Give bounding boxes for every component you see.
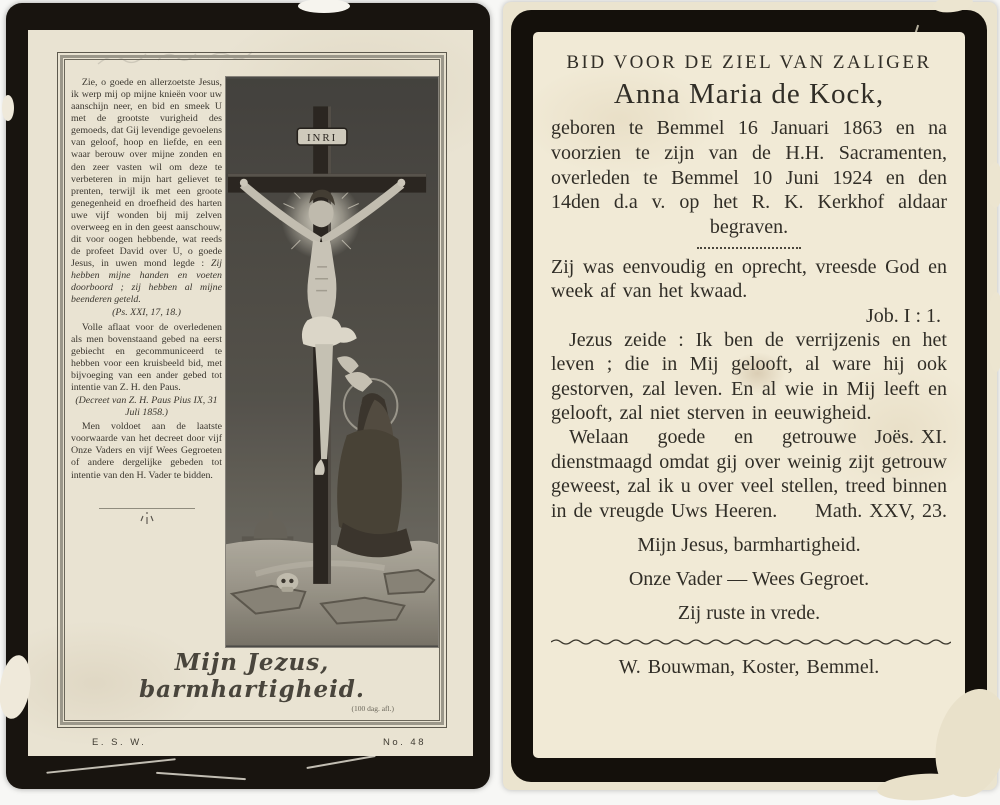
caption-block [58,649,446,713]
publisher-initials: E. S. W. [92,737,147,748]
crack-mark [156,772,246,780]
condition-paragraph: Men voldoet aan de laatste voorwaarde van het decreet door vijf Onze Vaders en vijf Wees Gegroeten of andere dergelijke gebeden tot intentie van den H. Vader te bidden. [71,421,222,481]
crack-mark [306,755,375,769]
indulgence-note: (100 dag. afl.) [351,704,394,713]
crucifixion-engraving [225,76,439,648]
column-divider [99,508,195,529]
prayers-line: Onze Vader — Wees Gegroet. [628,567,870,590]
dotted-divider [697,247,801,249]
biography-paragraph: geboren te Bemmel 16 Januari 1863 en na voorzien te zijn van de H.H. Sacramenten, overleden te Bemmel 10 Juni 1924 en den 14den d.a v. op het R. K. Kerkhof aldaar begraven. [551,117,947,239]
deceased-name: Anna Maria de Kock, [613,78,885,110]
prayer-card-back [503,2,997,790]
wear-mark [298,0,350,13]
verse-matthew-reference: Math. XXV, 23. [815,499,947,522]
publisher-row [92,737,426,748]
header-line: BID VOOR DE ZIEL VAN ZALIGER [566,52,932,73]
verse-john-reference: Joës. XI. [874,426,947,449]
verse-john: Jezus zeide : Ik ben de verrijzenis en het leven ; die in Mij gelooft, al ware hij ook gestorven, zal leven. En al wie in Mij leeft en gelooft, zal niet sterven in eeuwigheid. Joës. XI. [551,328,947,449]
indulgence-paragraph: Volle aflaat voor de overledenen als men bovenstaand gebed na eerst gebiecht en gecommuniceerd te hebben voor een kruisbeeld bid, met bijvoeging van een ander gebed tot intentie van Z. H. den Paus. [71,321,222,393]
prayer-text-column [71,77,222,529]
back-paper-panel [533,32,965,758]
wavy-divider [551,637,951,647]
inri-text: INRI [306,132,338,145]
memorial-text [533,32,965,758]
rest-line: Zij ruste in vrede. [677,601,821,624]
front-rule-frame [57,52,447,728]
verse-job-reference: Job. I : 1. [866,304,941,327]
wear-mark [2,95,14,121]
psalm-reference: (Ps. XXI, 17, 18.) [112,307,181,319]
caption-script-text: Mijn Jezus, barmhartigheid. [139,649,365,703]
verse-job: Zij was eenvoudig en oprecht, vreesde God en week af van het kwaad. [551,255,947,303]
scripture-quote: Zij hebben mijne handen en voeten doorboord ; zij hebben al mijne beenderen geteld. [71,258,222,306]
sexton-line: W. Bouwman, Koster, Bemmel. [618,655,880,678]
verse-matthew: Welaan goede en getrouwe dienstmaagd omdat gij over weinig zijt getrouw geweest, zal ik u over veel stellen, treed binnen in de vreugde Uws Heeren. Math. XXV, 23. [551,426,947,522]
prayer-paragraph: Zie, o goede en allerzoetste Jesus, ik werp mij op mijne knieën voor uw aanschijn neer, en bid en smeek U met de grootste vurigheid des gemoeds, dat Gij levendige gevoelens van geloof, hoop en liefde, en een waar berouw over mijne zonden en den zeer vasten wil om deze te verbeteren in mijn hart gelievet te prenten, terwijl ik met een groote genegenheid en droefheid des harten uwe vijf wonden bij mij zelven overweeg en in den geest aanschouw, dit voor oogen hebbende, wat reeds de profeet David over U, o goede Jesus, in uwen mond legde : Zij hebben mijne handen en voeten doorboord ; zij hebben al mijne beenderen geteld. [71,77,222,306]
divider-ornament-icon [139,512,155,525]
aspiration-line: Mijn Jesus, barmhartigheid. [637,533,861,556]
wear-mark [987,292,1000,372]
wear-mark [987,162,1000,208]
decree-reference: (Decreet van Z. H. Paus Pius IX, 31 Juli 1858.) [75,395,218,419]
front-paper-panel [28,30,473,756]
prayer-card-front [6,3,490,789]
card-number: No. 48 [383,737,426,748]
